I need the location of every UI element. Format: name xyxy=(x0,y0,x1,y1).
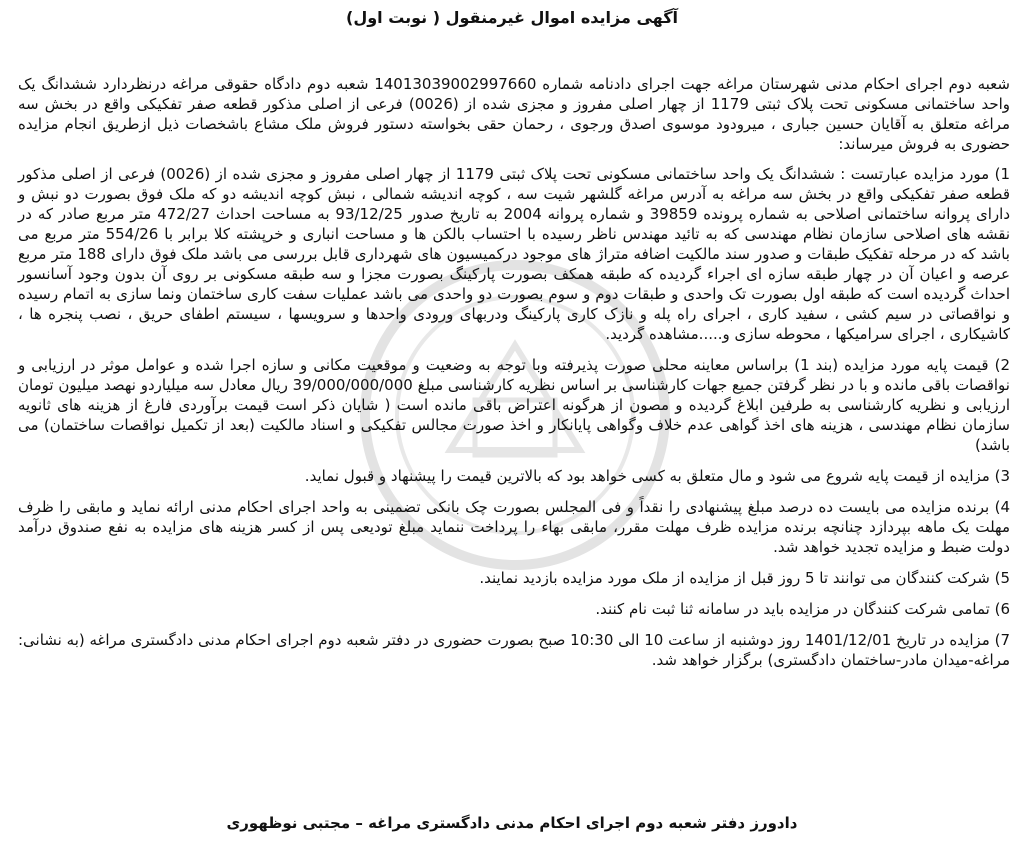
clause-2: 2) قیمت پایه مورد مزایده (بند 1) براساس معاینه محلی صورت پذیرفته وبا توجه به وضعیت و موقعیت مکانی و سازه اجرا شده و عوامل موثر در ارزیابی و نواقصات باقی مانده و با در نظر گرفتن جمیع جهات کارشناسی بر اساس نظریه کارشناسی مبلغ 39/000/000/000 ریال معادل سه میلیاردو نهصد میلیون تومان ارزیابی و نظریه کارشناسی به طرفین ابلاغ گردیده و مصون از هرگونه اعتراض باقی مانده است ( شایان ذکر است قیمت برآوردی فارغ از هزینه های ثانویه سازمان نظام مهندسی ، هزینه های اخذ گواهی عدم خلاف وگواهی پایانکار و اخذ صورت مجالس تفکیکی و اسناد مالکیت (بعد از تکمیل نواقصات ساختمان) می باشد) xyxy=(18,356,1010,454)
clause-5: 5) شرکت کنندگان می توانند تا 5 روز قبل از مزایده از ملک مورد مزایده بازدید نمایند. xyxy=(479,569,1010,587)
clause-7: 7) مزایده در تاریخ 1401/12/01 روز دوشنبه از ساعت 10 الی 10:30 صبح بصورت حضوری در دفتر شعبه دوم اجرای احکام مدنی دادگستری مراغه (به نشانی: مراغه-میدان مادر-ساختمان دادگستری) برگزار خواهد شد. xyxy=(18,631,1010,669)
clause-3: 3) مزایده از قیمت پایه شروع می شود و مال متعلق به کسی خواهد بود که بالاترین قیمت را پیشنهاد و قبول نماید. xyxy=(304,467,1010,485)
notice-body xyxy=(18,74,1010,681)
intro-paragraph: شعبه دوم اجرای احکام مدنی شهرستان مراغه جهت اجرای دادنامه شماره 14013039002997660 شعبه دوم دادگاه حقوقی مراغه درنظردارد ششدانگ یک واحد ساختمانی مسکونی تحت پلاک ثبتی 1179 از چهار اصلی مفروز و مجزی شده از (0026) فرعی از اصلی مذکور قطعه صفر تفکیکی واقع در بخش سه مراغه متعلق به آقایان حسین جباری ، میرودود موسوی اصدق ورجوی ، رحمان حقی بخواسته دستور فروش ملک مشاع باشخصات ذیل ازطریق انجام مزایده حضوری به فروش میرساند: xyxy=(18,75,1011,153)
signature-line: دادورز دفتر شعبه دوم اجرای احکام مدنی دادگستری مراغه – مجتبی نوظهوری xyxy=(226,814,798,832)
clause-6: 6) تمامی شرکت کنندگان در مزایده باید در سامانه ثنا ثبت نام کنند. xyxy=(595,600,1010,618)
clause-4: 4) برنده مزایده می بایست ده درصد مبلغ پیشنهادی را نقداً و فی المجلس بصورت چک بانکی تضمینی به واحد اجرای احکام مدنی ارائه نماید و مابقی را ظرف مهلت یک ماهه بپردازد چنانچه برنده مزایده ظرف مهلت مقرر، مابقی بهاء را پرداخت ننماید مبلغ تودیعی پس از کسر هزینه های مزایده به نفع صندوق درآمد دولت ضبط و مزایده تجدید خواهد شد. xyxy=(18,498,1010,556)
clause-1: 1) مورد مزایده عبارتست : ششدانگ یک واحد ساختمانی مسکونی تحت پلاک ثبتی 1179 از چهار اصلی مفروز و مجزی شده از (0026) فرعی از اصلی مذکور قطعه صفر تفکیکی واقع در بخش سه مراغه به آدرس مراغه گلشهر شیت سه ، کوچه اندیشه شمالی ، نبش کوچه اندیشه دو که ملک فوق بصورت دو نبش و دارای پروانه ساختمانی اصلاحی به شماره پرونده 39859 و شماره پروانه 2004 به تاریخ صدور 93/12/25 به مساحت احداث 472/27 متر مربع صادر که در نقشه های اصلاحی سازمان نظام مهندسی که به تائید مهندس ناظر رسیده با احتساب بالکن ها و مساحت انباری و خرپشته کلا برابر با 554/26 متر مربع می باشد که در مرحله تفکیک طبقات و صدور سند مالکیت اضافه متراژ های موجود درکمیسیون های شهرداری قابل بررسی می باشد ملک فوق دارای 188 متر مربع عرصه و اعیان آن در چهار طبقه سازه ای اجراء گردیده که طبقه همکف بصورت پارکینگ بصورت مجزا و سه طبقه مسکونی بر روی آن بدون وجود آسانسور احداث گردیده است که طبقه اول بصورت تک واحدی و طبقات دوم و سوم بصورت دو واحدی می باشد عملیات سفت کاری ساختمان ونما سازی به اتمام رسیده و نواقصاتی در سیم کشی ، سفید کاری ، اجرای راه پله و نازک کاری پارکینگ ودربهای ورودی واحدها و سرویسها ، سیستم اطفای حریق ، نصب پنجره ها ، کاشیکاری ، اجرای سرامیکها ، محوطه سازی و.....مشاهده گردید. xyxy=(18,165,1011,343)
notice-title: آگهی مزایده اموال غیرمنقول ( نوبت اول) xyxy=(346,8,678,27)
